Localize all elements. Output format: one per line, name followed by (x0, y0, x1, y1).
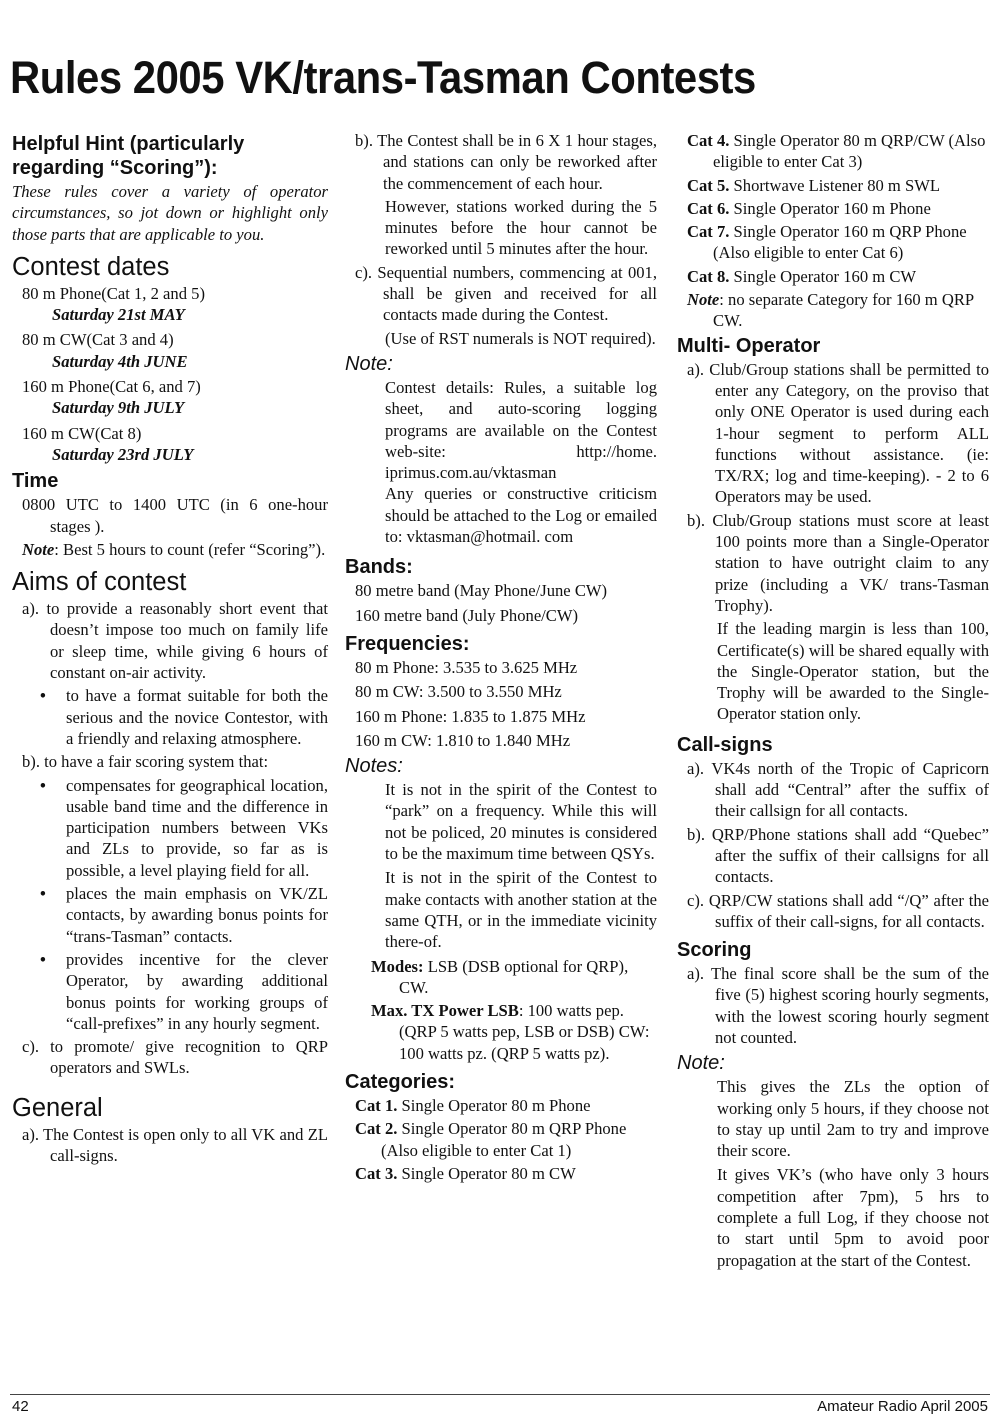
bands-heading: Bands: (345, 556, 413, 579)
page-number: 42 (12, 1398, 29, 1415)
date-value: Saturday 9th JULY (52, 398, 185, 418)
category-item (677, 175, 989, 196)
category-item (345, 1095, 657, 1116)
callsigns-c: c). QRP/CW stations shall add “/Q” after the suffix of their call-signs, for all contacts. (687, 890, 989, 931)
category-label: Cat 7. (687, 222, 730, 242)
time-heading: Time (12, 470, 59, 493)
notes-heading: Notes: (345, 755, 403, 778)
column-1 (12, 130, 328, 1168)
category-text: Single Operator 160 m CW (729, 266, 917, 286)
category-text: Single Operator 160 m Phone (729, 198, 931, 218)
hint-heading: Helpful Hint (particularly regarding “Scoring”): (12, 133, 245, 179)
band-item: 80 metre band (May Phone/June CW) (355, 581, 608, 601)
band-item: 160 metre band (July Phone/CW) (355, 605, 579, 625)
aims-c: c). to promote/ give recognition to QRP operators and SWLs. (22, 1037, 328, 1078)
date-value: Saturday 21st MAY (52, 305, 185, 325)
aims-a-bullet: • to have a format suitable for both the serious and the novice Contestor, with a friendly and relaxing atmosphere. (12, 685, 328, 749)
modes-text: LSB (DSB optional for QRP), CW. (399, 956, 629, 997)
max-power-text: : 100 watts pep. (QRP 5 watts pep, LSB or DSB) CW: 100 watts pz. (QRP 5 watts pz). (399, 1001, 650, 1063)
category-label: Cat 8. (687, 266, 730, 286)
categories-note-label: Note (687, 290, 720, 310)
aims-b-bullet: • provides incentive for the clever Operator, by awarding additional bonus points for working groups of “call-prefixes” in any hourly segment. (12, 949, 328, 1034)
scoring-note-p2: It gives VK’s (who have only 3 hours competition after 7pm), 5 hrs to complete a full Log, if they choose not to start until 5pm to avoid poor propagation at the start of the Contest. (717, 1165, 989, 1270)
general-c-continued: (Use of RST numerals is NOT required). (385, 328, 656, 348)
note-contest-details: Contest details: Rules, a suitable log sheet, and auto-scoring logging programs are available on the Contest web-site: http://home. iprimus.com.au/vktasman (385, 377, 657, 483)
time-note (12, 539, 328, 560)
category-text: Single Operator 160 m QRP Phone (Also eligible to enter Cat 6) (713, 222, 967, 263)
scoring-heading: Scoring (677, 939, 752, 962)
column-2 (345, 130, 657, 1186)
category-label: Cat 2. (355, 1119, 398, 1139)
modes (345, 956, 657, 999)
aims-b: b). to have a fair scoring system that: (22, 752, 269, 772)
frequencies-heading: Frequencies: (345, 632, 470, 655)
category-item (345, 1163, 657, 1184)
frequency-item: 80 m CW: 3.500 to 3.550 MHz (355, 682, 562, 702)
footer-divider (10, 1394, 990, 1395)
time-note-text: : Best 5 hours to count (refer “Scoring”). (54, 539, 326, 559)
aims-a: a). to provide a reasonably short event that doesn’t impose too much on family life or sleep time, while giving 6 hours of constant on-air activity. (22, 599, 328, 683)
max-power (345, 1000, 657, 1064)
categories-note (677, 289, 989, 332)
general-c: c). Sequential numbers, commencing at 001, shall be given and received for all contacts made during the Contest. (355, 262, 657, 325)
category-item (677, 266, 989, 287)
frequency-item: 160 m CW: 1.810 to 1.840 MHz (355, 730, 571, 750)
multi-b: b). Club/Group stations must score at least 100 points more than a Single-Operator station to have outright claim to any prize (including a VK/ trans-Tasman Trophy). (687, 510, 989, 615)
max-power-label: Max. TX Power LSB (371, 1001, 519, 1021)
general-b: b). The Contest shall be in 6 X 1 hour stages, and stations can only be reworked after the commencement of each hour. (355, 131, 657, 193)
multi-operator-heading: Multi- Operator (677, 334, 821, 357)
date-value: Saturday 4th JUNE (52, 351, 188, 371)
date-band: 160 m CW(Cat 8) (22, 423, 142, 443)
frequency-item: 80 m Phone: 3.535 to 3.625 MHz (355, 657, 578, 677)
date-band: 80 m CW(Cat 3 and 4) (22, 330, 174, 350)
general-b-continued: However, stations worked during the 5 minutes before the hour cannot be reworked until 5 minutes after the hour. (385, 196, 657, 259)
scoring-note-heading: Note: (677, 1052, 725, 1075)
multi-b-continued: If the leading margin is less than 100, Certificate(s) will be shared equally with the Single-Operator station, but the Trophy will be awarded to the Single-Operator station only. (717, 619, 989, 724)
contest-dates-heading: Contest dates (12, 252, 170, 281)
category-item (677, 221, 989, 264)
category-label: Cat 6. (687, 198, 730, 218)
general-a: a). The Contest is open only to all VK and ZL call-signs. (22, 1124, 328, 1165)
date-band: 160 m Phone(Cat 6, and 7) (22, 377, 201, 397)
scoring-a: a). The final score shall be the sum of the five (5) highest scoring hourly segments, with the lowest scoring hourly segment not counted. (687, 964, 989, 1047)
modes-label: Modes: (371, 956, 424, 976)
date-band: 80 m Phone(Cat 1, 2 and 5) (22, 283, 205, 303)
column-3 (677, 130, 989, 1271)
date-value: Saturday 23rd JULY (52, 444, 194, 464)
categories-heading: Categories: (345, 1070, 456, 1093)
category-text: Single Operator 80 m QRP/CW (Also eligible to enter Cat 3) (713, 131, 986, 172)
category-item (677, 198, 989, 219)
category-item (345, 1118, 657, 1161)
note-queries: Any queries or constructive criticism should be attached to the Log or emailed to: vktasman@hotmail. com (385, 484, 657, 547)
category-label: Cat 4. (687, 131, 730, 150)
category-label: Cat 1. (355, 1095, 398, 1115)
aims-b-bullet: • places the main emphasis on VK/ZL contacts, by awarding bonus points for “trans-Tasman” contacts. (12, 883, 328, 947)
category-label: Cat 5. (687, 175, 730, 195)
aims-b-bullet: • compensates for geographical location, usable band time and the difference in participation numbers between VKs and ZLs to provide, so far as is possible, a level playing field for all. (12, 775, 328, 881)
frequency-item: 160 m Phone: 1.835 to 1.875 MHz (355, 706, 586, 726)
category-text: Shortwave Listener 80 m SWL (729, 175, 941, 195)
category-text: Single Operator 80 m QRP Phone (Also eligible to enter Cat 1) (381, 1119, 627, 1160)
category-label: Cat 3. (355, 1163, 398, 1183)
category-text: Single Operator 80 m CW (397, 1163, 576, 1183)
callsigns-heading: Call-signs (677, 733, 773, 756)
hint-text: These rules cover a variety of operator circumstances, so jot down or highlight only those parts that are applicable to you. (12, 182, 328, 244)
category-text: Single Operator 80 m Phone (397, 1095, 591, 1115)
category-item (677, 130, 989, 173)
time-text: 0800 UTC to 1400 UTC (in 6 one-hour stages ). (22, 495, 328, 536)
note-heading: Note: (345, 352, 393, 375)
page-title: Rules 2005 VK/trans-Tasman Contests (10, 52, 756, 103)
publication-line: Amateur Radio April 2005 (817, 1398, 988, 1415)
multi-a: a). Club/Group stations shall be permitted to enter any Category, on the proviso that only ONE Operator is used during each 1-hour segment to perform ALL functions without assistance. (ie: TX/RX; log and time-keeping). - 2 to 6 Operators may be used. (687, 359, 989, 507)
callsigns-b: b). QRP/Phone stations shall add “Quebec” after the suffix of their callsigns for all contacts. (687, 824, 989, 887)
time-note-label: Note (22, 539, 55, 559)
scoring-note-p1: This gives the ZLs the option of working only 5 hours, if they choose not to stay up until 2am to try and improve their score. (717, 1077, 989, 1161)
categories-note-text: : no separate Category for 160 m QRP CW. (713, 290, 974, 331)
callsigns-a: a). VK4s north of the Tropic of Capricorn shall add “Central” after the suffix of their callsign for all contacts. (687, 758, 989, 821)
notes-park: It is not in the spirit of the Contest to “park” on a frequency. While this will not be policed, 20 minutes is considered to be the maximum time between QSYs. (385, 780, 657, 864)
notes-qth: It is not in the spirit of the Contest to make contacts with another station at the same QTH, or in the immediate vicinity there-of. (385, 868, 657, 952)
general-heading: General (12, 1093, 103, 1122)
aims-heading: Aims of contest (12, 568, 187, 597)
